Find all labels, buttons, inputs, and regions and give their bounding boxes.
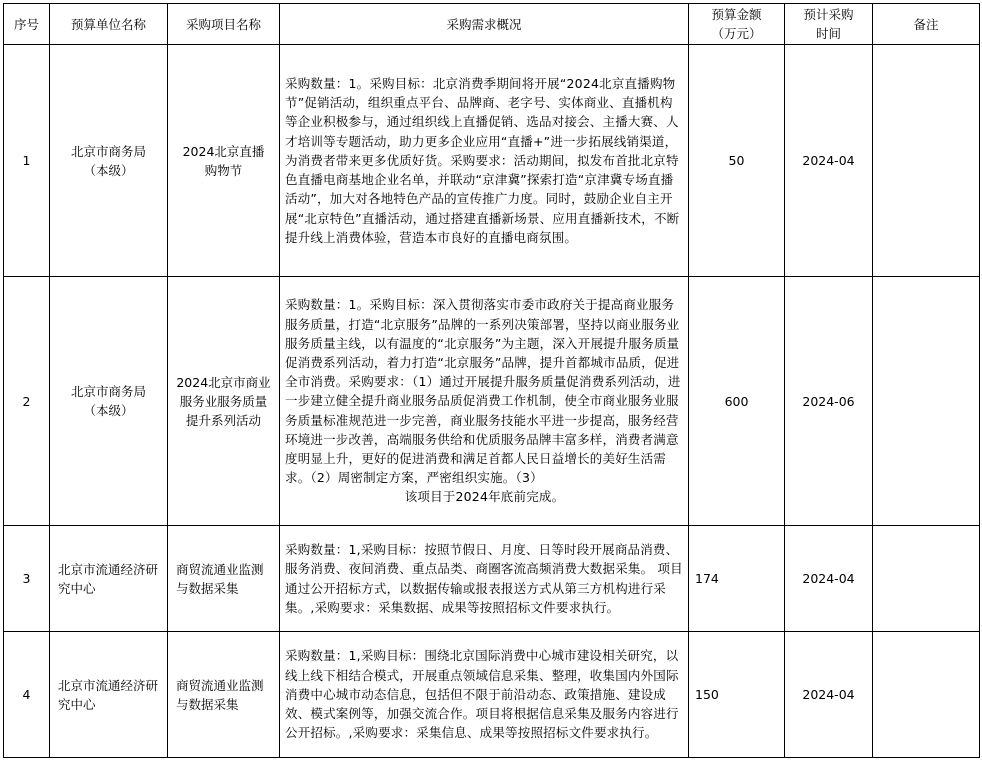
cell-note [873, 526, 980, 632]
header-budget: 预算金额（万元） [689, 4, 785, 45]
table-row [4, 45, 980, 277]
summary-text: 采购数量：1。采购目标：深入贯彻落实市委市政府关于提高商业服务服务质量，打造“北京服务”品牌的一系列决策部署，坚持以商业服务业服务质量主线，以有温度的“北京服务”为主题，深入开展提升服务质量促消费系列活动，着力打造“北京服务”品牌，提升首都城市品质，促进全市消费。采购要求：（1）通过开展提升服务质量促消费系列活动，进一步建立健全提升商业服务品质促消费工作机制，使全市商业服务业服务质量标准规范进一步完善，商业服务技能水平进一步提高，服务经营环境进一步改善，高端服务供给和优质服务品牌丰富多样，消费者满意度明显上升，更好的促进消费和满足首都人民日益增长的美好生活需求。（2）周密制定方案，严密组织实施。（3） [285, 297, 681, 486]
cell-seq: 2 [4, 277, 50, 526]
cell-unit: 北京市商务局（本级） [50, 277, 168, 526]
header-unit: 预算单位名称 [50, 4, 168, 45]
cell-project: 商贸流通业监测与数据采集 [168, 632, 280, 758]
cell-time: 2024-04 [785, 45, 873, 277]
cell-budget: 150 [689, 632, 785, 758]
cell-project: 2024北京市商业服务业服务质量提升系列活动 [168, 277, 280, 526]
header-row [4, 4, 980, 45]
cell-unit: 北京市流通经济研究中心 [50, 526, 168, 632]
cell-summary: 采购数量：1,采购目标：按照节假日、月度、日等时段开展商品消费、服务消费、夜间消费、重点品类、商圈客流高频消费大数据采集。 项目通过公开招标方式，以数据传输或报表报送方式从第三方机构进行采集。,采购要求：采集数据、成果等按照招标文件要求执行。 [280, 526, 689, 632]
cell-budget: 600 [689, 277, 785, 526]
cell-time: 2024-04 [785, 632, 873, 758]
cell-note [873, 45, 980, 277]
cell-time: 2024-06 [785, 277, 873, 526]
cell-budget: 50 [689, 45, 785, 277]
cell-project: 商贸流通业监测与数据采集 [168, 526, 280, 632]
cell-summary [280, 277, 689, 526]
cell-unit: 北京市流通经济研究中心 [50, 632, 168, 758]
table-row [4, 526, 980, 632]
header-project: 采购项目名称 [168, 4, 280, 45]
header-seq: 序号 [4, 4, 50, 45]
cell-unit: 北京市商务局（本级） [50, 45, 168, 277]
header-note: 备注 [873, 4, 980, 45]
cell-summary: 采购数量：1。采购目标：北京消费季期间将开展“2024北京直播购物节”促销活动，组织重点平台、品牌商、老字号、实体商业、直播机构等企业积极参与，通过组织线上直播促销、选品对接会、主播大赛、人才培训等专题活动，助力更多企业应用“直播+”进一步拓展线销渠道，为消费者带来更多优质好货。采购要求：活动期间，拟发布首批北京特色直播电商基地企业名单，并联动“京津冀”探索打造“京津冀专场直播活动”，加大对各地特色产品的宣传推广力度。同时，鼓励企业自主开展“北京特色”直播活动，通过搭建直播新场景、应用直播新技术，不断提升线上消费体验，营造本市良好的直播电商氛围。 [280, 45, 689, 277]
cell-summary: 采购数量：1,采购目标：围绕北京国际消费中心城市建设相关研究，以线上线下相结合模式，开展重点领域信息采集、整理，收集国内外国际消费中心城市动态信息，包括但不限于前沿动态、政策措施、建设成效、模式案例等，加强交流合作。项目将根据信息采集及服务内容进行公开招标。,采购要求：采集信息、成果等按照招标文件要求执行。 [280, 632, 689, 758]
cell-time: 2024-04 [785, 526, 873, 632]
header-summary: 采购需求概况 [280, 4, 689, 45]
table-row [4, 277, 980, 526]
cell-note [873, 632, 980, 758]
cell-note [873, 277, 980, 526]
table-row [4, 632, 980, 758]
cell-seq: 4 [4, 632, 50, 758]
cell-project: 2024北京直播购物节 [168, 45, 280, 277]
header-time: 预计采购时间 [785, 4, 873, 45]
cell-seq: 1 [4, 45, 50, 277]
cell-budget: 174 [689, 526, 785, 632]
procurement-table [3, 3, 980, 758]
summary-tail: 该项目于2024年底前完成。 [404, 489, 565, 505]
cell-seq: 3 [4, 526, 50, 632]
